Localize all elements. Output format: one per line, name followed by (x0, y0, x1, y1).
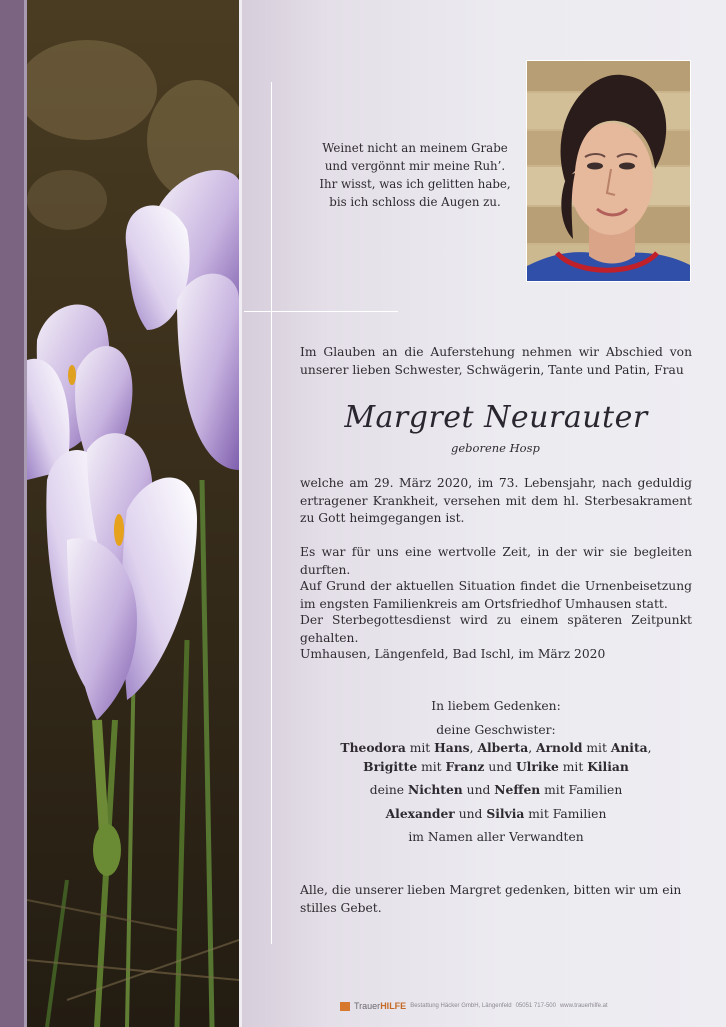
connector: , (647, 741, 652, 755)
mourner-name: Brigitte (363, 758, 418, 774)
connector: mit (417, 759, 446, 774)
mourner-name: Kilian (587, 758, 629, 774)
connector: mit Familien (540, 783, 623, 797)
mourners-heading: In liebem Gedenken: (431, 699, 561, 713)
connector: und (454, 806, 487, 821)
mourners-list (300, 697, 692, 847)
crocus-flower-image (27, 0, 239, 1027)
brand-part-a: Trauer (354, 1001, 381, 1011)
brand-part-b: HILFE (380, 1001, 407, 1011)
mourner-name: Alexander (385, 805, 455, 821)
portrait-photo (526, 60, 691, 282)
closing-text: Alle, die unserer lieben Margret gedenken, bitten wir um ein stilles Gebet. (300, 883, 682, 915)
mourner-name: Anita (610, 740, 648, 755)
connector: mit Familien (524, 806, 607, 821)
mourner-name: Neffen (494, 782, 541, 797)
connector: deine (369, 783, 408, 797)
footer (340, 1000, 680, 1012)
alexander-silvia-line (300, 805, 692, 824)
poem-line: Ihr wisst, was ich gelitten habe, (319, 177, 511, 191)
connector: mit (405, 741, 435, 755)
cross-vertical-line (271, 82, 272, 944)
mass-paragraph: Der Sterbegottesdienst wird zu einem späteren Zeitpunkt gehalten. (300, 613, 692, 645)
memorial-poem (300, 139, 530, 211)
connector: , (469, 741, 478, 755)
company-name: Bestattung Häcker GmbH, Längenfeld (410, 1003, 512, 1009)
cross-horizontal-line (244, 311, 398, 312)
mourner-name: Ulrike (515, 758, 559, 774)
intro-text: Im Glauben an die Auferstehung nehmen wir Abschied von unserer lieben Schwester, Schwägerin, Tante und Patin, Frau (300, 345, 692, 377)
brand-name (354, 1001, 406, 1011)
relatives-line: im Namen aller Verwandten (408, 830, 584, 844)
poem-line: bis ich schloss die Augen zu. (329, 195, 501, 209)
time-paragraph: Es war für uns eine wertvolle Zeit, in der wir sie begleiten durften. (300, 545, 692, 577)
birth-name: geborene Hosp (451, 441, 540, 455)
mourner-name: Arnold (536, 740, 583, 755)
mourner-name: Nichten (407, 782, 463, 797)
mourner-name: Alberta (477, 740, 529, 755)
deceased-name: Margret Neurauter (344, 400, 648, 435)
burial-paragraph: Auf Grund der aktuellen Situation findet die Urnenbeisetzung im engsten Familienkreis am Ortsfriedhof Umhausen statt. (300, 579, 692, 611)
connector: mit (582, 741, 611, 755)
trauerhilfe-logo-icon (340, 1002, 350, 1011)
website-link[interactable]: www.trauerhilfe.at (559, 1003, 608, 1009)
connector: , (528, 741, 537, 755)
mourner-name: Silvia (486, 805, 525, 821)
mourner-name: Theodora (340, 740, 406, 755)
death-paragraph: welche am 29. März 2020, im 73. Lebensjahr, nach geduldig ertragener Krankheit, versehen mit dem hl. Sterbesakrament zu Gott heimgegangen ist. (300, 476, 692, 525)
siblings-label: deine Geschwister: (436, 722, 556, 737)
place-date: Umhausen, Längenfeld, Bad Ischl, im März 2020 (300, 647, 606, 661)
nieces-nephews-line (300, 781, 692, 800)
mourner-name: Franz (445, 758, 485, 774)
image-border (239, 0, 242, 1027)
poem-line: Weinet nicht an meinem Grabe (322, 141, 508, 155)
siblings-line-2 (300, 758, 692, 777)
poem-line: und vergönnt mir meine Ruh’. (324, 159, 506, 173)
left-purple-stripe (0, 0, 24, 1027)
connector: mit (558, 759, 588, 774)
connector: und (462, 783, 495, 797)
connector: und (484, 759, 516, 774)
mourner-name: Hans (434, 740, 470, 755)
siblings-line-1 (300, 739, 692, 758)
phone-number: 05051 717-500 (515, 1003, 556, 1009)
